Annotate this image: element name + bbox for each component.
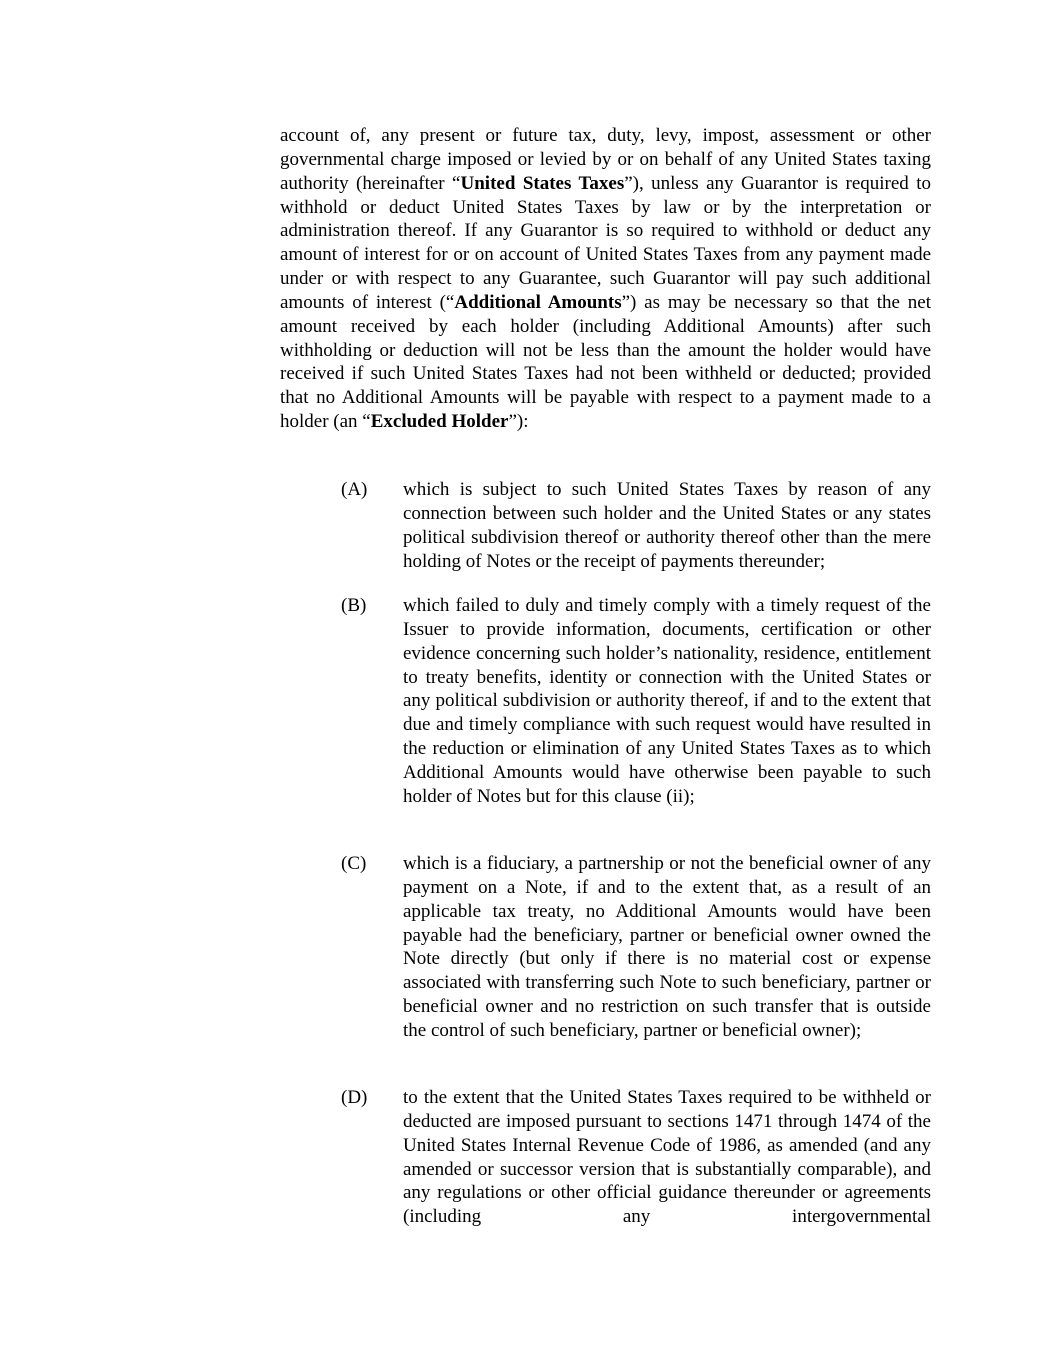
clause-text: which is a fiduciary, a partnership or not the beneficial owner of any payment on a Note, if and to the extent that, as a result of an applicable tax treaty, no Additional Amounts would have been payable had the beneficiary, partner or beneficial owner owned the Note directly (but only if there is no material cost or expense associated with transferring such Note to such beneficiary, partner or beneficial owner and no restriction on such transfer that is outside the control of such beneficiary, partner or beneficial owner);	[403, 853, 931, 1041]
clause-label: (D)	[341, 1087, 368, 1108]
clause-b	[341, 594, 931, 809]
intro-text-3: ”) as may be necessary so that the net amount received by each holder (including Additional Amounts) after such withholding or deduction will not be less than the amount the holder would have received if such United States Taxes had not been withheld or deducted; provided that no Additional Amounts will be payable with respect to a payment made to a holder (an “	[280, 291, 931, 433]
intro-text-1: account of, any present or future tax, duty, levy, impost, assessment or other governmental charge imposed or levied by or on behalf of any United States taxing authority (hereinafter “	[280, 125, 931, 194]
clause-label: (A)	[341, 479, 368, 500]
clause-label: (B)	[341, 595, 367, 616]
clause-text: which failed to duly and timely comply with a timely request of the Issuer to provide information, documents, certification or other evidence concerning such holder’s nationality, residence, entitlement to treaty benefits, identity or connection with the United States or any political subdivision or authority thereof, if and to the extent that due and timely compliance with such request would have resulted in the reduction or elimination of any United States Taxes as to which Additional Amounts would have otherwise been payable to such holder of Notes but for this clause (ii);	[403, 595, 931, 807]
clause-text: which is subject to such United States Taxes by reason of any connection between such holder and the United States or any states political subdivision thereof or authority thereof other than the mere holding of Notes or the receipt of payments thereunder;	[403, 479, 931, 572]
defined-term-excluded-holder: Excluded Holder	[370, 411, 509, 433]
clause-text: to the extent that the United States Taxes required to be withheld or deducted are imposed pursuant to sections 1471 through 1474 of the United States Internal Revenue Code of 1986, as amended (and any amended or successor version that is substantially comparable), and any regulations or other official guidance thereunder or agreements (including any intergovernmental	[403, 1087, 931, 1228]
intro-text-2: ”), unless any Guarantor is required to withhold or deduct United States Taxes by law or by the interpretation or administration thereof. If any Guarantor is so required to withhold or deduct any amount of interest for or on account of United States Taxes from any payment made under or with respect to any Guarantee, such Guarantor will pay such additional amounts of interest (“	[280, 172, 932, 313]
intro-text-4: ”):	[508, 411, 529, 433]
clause-d	[341, 1086, 931, 1229]
clause-label: (C)	[341, 853, 367, 874]
clause-c	[341, 852, 931, 1043]
clause-a	[341, 478, 931, 573]
defined-term-united-states-taxes: United States Taxes	[460, 172, 625, 194]
defined-term-additional-amounts: Additional Amounts	[454, 291, 622, 313]
intro-paragraph	[280, 124, 931, 434]
